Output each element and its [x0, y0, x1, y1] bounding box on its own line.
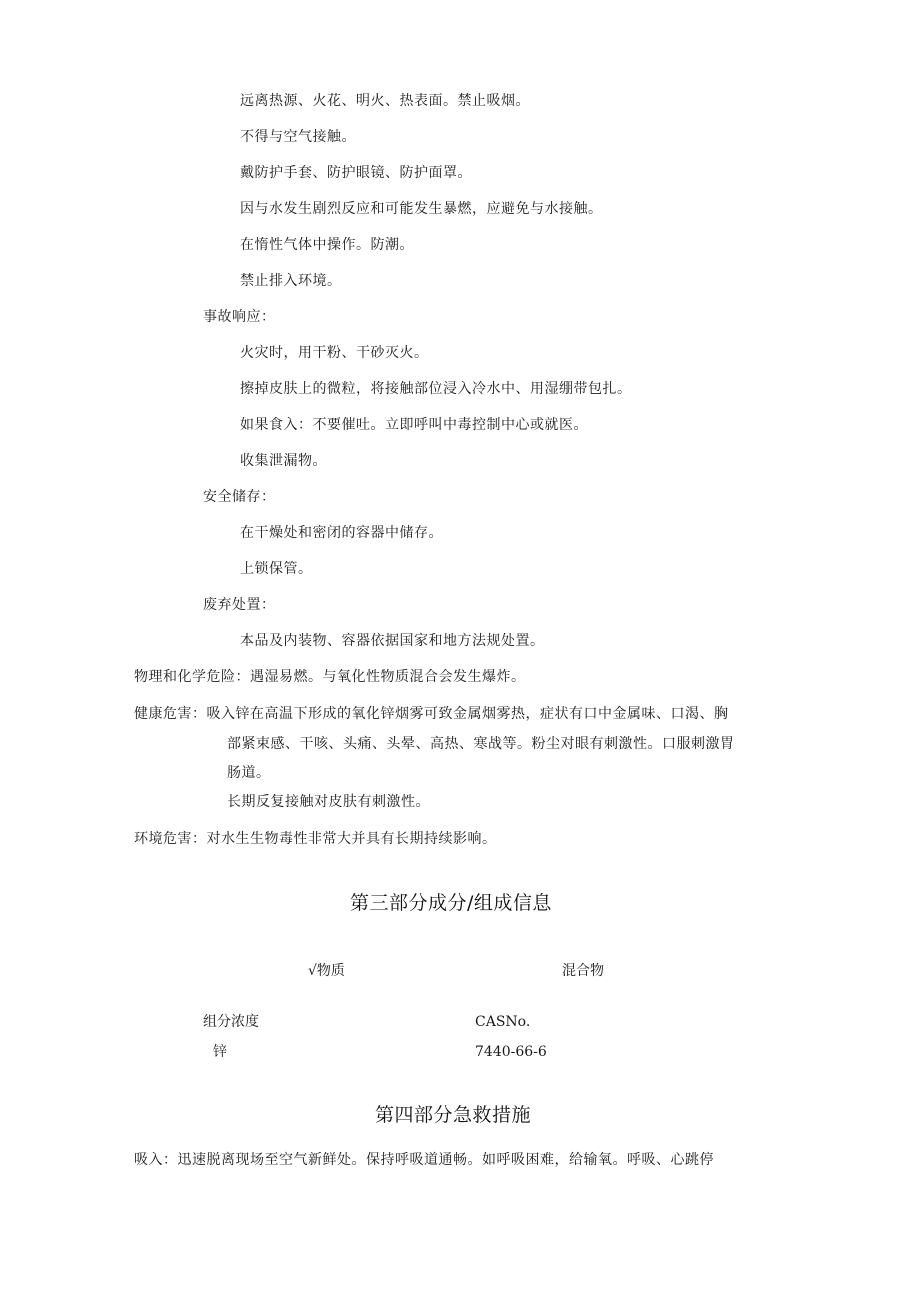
response-item: 火灾时，用干粉、干砂灭火。 — [240, 345, 429, 361]
environment-hazard: 环境危害：对水生生物毒性非常大并具有长期持续影响。 — [134, 831, 497, 847]
precaution-item: 因与水发生剧烈反应和可能发生暴燃，应避免与水接触。 — [240, 201, 603, 217]
substance-option: √物质 — [308, 963, 345, 979]
storage-heading: 安全储存： — [203, 489, 276, 505]
cas-column-header: CASNo. — [475, 1014, 531, 1030]
mixture-option: 混合物 — [562, 963, 604, 979]
response-item: 收集泄漏物。 — [240, 453, 327, 469]
cas-number: 7440-66-6 — [475, 1044, 547, 1060]
component-name: 锌 — [213, 1044, 227, 1060]
component-column-header: 组分浓度 — [203, 1014, 259, 1030]
section3-title: 第三部分成分/组成信息 — [350, 892, 552, 914]
response-item: 如果食入：不要催吐。立即呼叫中毒控制中心或就医。 — [240, 417, 588, 433]
health-hazard-line: 肠道。 — [227, 765, 271, 781]
disposal-heading: 废弃处置： — [203, 597, 276, 613]
precaution-item: 戴防护手套、防护眼镜、防护面罩。 — [240, 165, 472, 181]
health-hazard-line: 长期反复接触对皮肤有刺激性。 — [227, 794, 430, 810]
storage-item: 在干燥处和密闭的容器中储存。 — [240, 525, 443, 541]
precaution-item: 不得与空气接触。 — [240, 129, 356, 145]
health-hazard-line: 部紧束感、干咳、头痛、头晕、高热、寒战等。粉尘对眼有刺激性。口服刺激胃 — [227, 736, 735, 752]
response-heading: 事故响应： — [203, 309, 276, 325]
disposal-item: 本品及内装物、容器依据国家和地方法规处置。 — [240, 633, 545, 649]
precaution-item: 远离热源、火花、明火、热表面。禁止吸烟。 — [240, 93, 530, 109]
precaution-item: 在惰性气体中操作。防潮。 — [240, 237, 414, 253]
precaution-item: 禁止排入环境。 — [240, 273, 342, 289]
section4-title: 第四部分急救措施 — [375, 1104, 532, 1126]
inhalation-instruction: 吸入：迅速脱离现场至空气新鲜处。保持呼吸道通畅。如呼吸困难，给输氧。呼吸、心跳停 — [134, 1152, 714, 1168]
health-hazard-line: 健康危害：吸入锌在高温下形成的氧化锌烟雾可致金属烟雾热，症状有口中金属味、口渴、胸 — [134, 706, 729, 722]
response-item: 擦掉皮肤上的微粒，将接触部位浸入冷水中、用湿绷带包扎。 — [240, 381, 632, 397]
storage-item: 上锁保管。 — [240, 561, 313, 577]
physical-hazard: 物理和化学危险：遇湿易燃。与氧化性物质混合会发生爆炸。 — [134, 669, 526, 685]
